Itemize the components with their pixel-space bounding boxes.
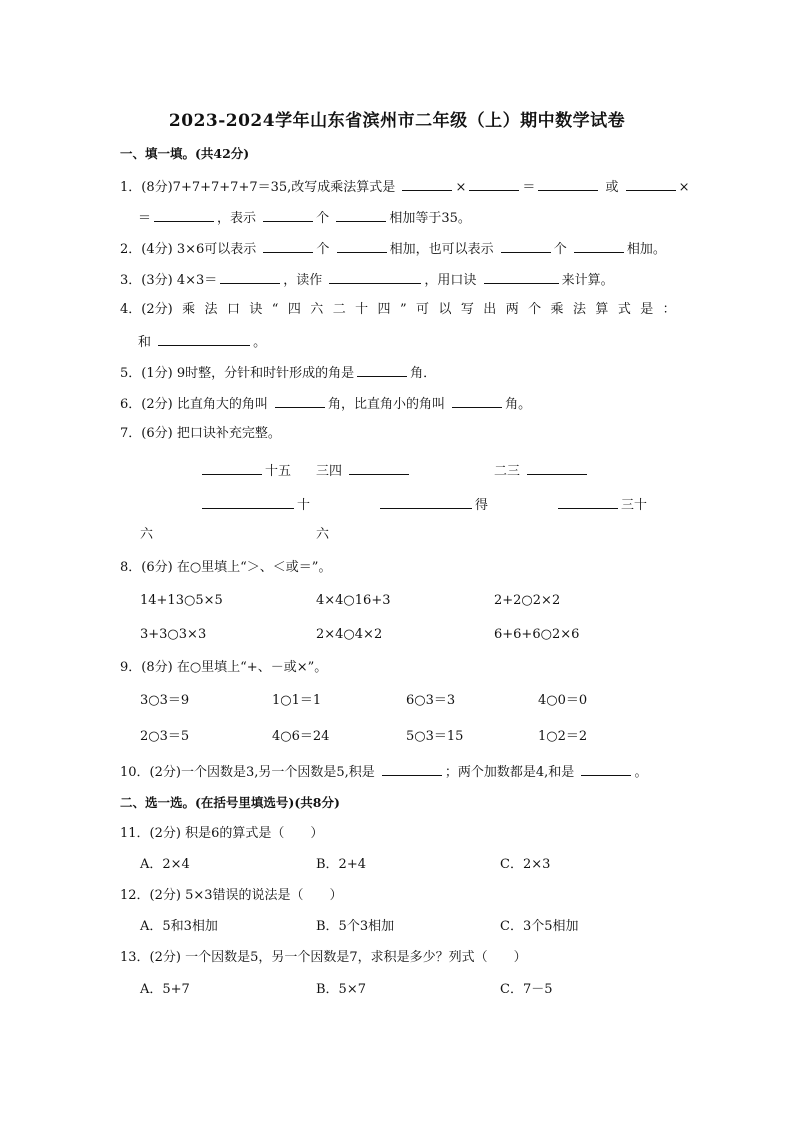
- blank[interactable]: [574, 239, 624, 253]
- blank[interactable]: [336, 208, 386, 222]
- blank[interactable]: [263, 239, 313, 253]
- blank[interactable]: [275, 394, 325, 408]
- operator-item: 3○3＝9: [140, 693, 190, 708]
- question-1-line-1: 1．(8分)7+7+7+7+7＝35,改写成乘法算式是 × ＝ 或 ×: [120, 177, 690, 197]
- rhyme-blank-2: 三四: [316, 461, 412, 481]
- operator-item: 1○1＝1: [272, 693, 322, 708]
- compare-item: 3+3○3×3: [140, 627, 207, 642]
- blank[interactable]: [380, 495, 472, 509]
- option-a[interactable]: A．5+7: [140, 982, 190, 997]
- blank[interactable]: [501, 239, 551, 253]
- rhyme-tail-1: 六: [140, 527, 154, 542]
- blank[interactable]: [402, 177, 452, 191]
- section-2-heading: 二、选一选。(在括号里填选号)(共8分): [120, 795, 340, 810]
- question-4-line-2: 和 。: [138, 332, 266, 352]
- rhyme-blank-1: 十五: [202, 461, 291, 481]
- compare-item: 2+2○2×2: [494, 593, 561, 608]
- option-b[interactable]: B．5×7: [316, 982, 366, 997]
- question-3: 3．(3分) 4×3＝ ，读作 ，用口诀 来计算。: [120, 270, 614, 290]
- blank[interactable]: [382, 762, 442, 776]
- option-b[interactable]: B．5个3相加: [316, 919, 395, 934]
- option-a[interactable]: A．5和3相加: [140, 919, 218, 934]
- blank[interactable]: [484, 270, 559, 284]
- question-4-line-1: 4．(2分) 乘 法 口 诀 “ 四 六 二 十 四 ” 可 以 写 出 两 个 乘 法 算 式 是 ：: [120, 302, 676, 317]
- blank[interactable]: [220, 270, 280, 284]
- question-8: 8．(6分) 在○里填上“＞、＜或＝”。: [120, 560, 332, 575]
- compare-item: 2×4○4×2: [316, 627, 383, 642]
- operator-item: 4○6＝24: [272, 729, 330, 744]
- blank[interactable]: [158, 332, 250, 346]
- page-title: 2023-2024学年山东省滨州市二年级（上）期中数学试卷: [168, 111, 626, 131]
- question-9: 9．(8分) 在○里填上“+、－或×”。: [120, 660, 328, 675]
- operator-item: 6○3＝3: [406, 693, 456, 708]
- option-c[interactable]: C．7－5: [500, 982, 553, 997]
- section-1-heading: 一、填一填。(共42分): [120, 146, 250, 161]
- question-10: 10．(2分)一个因数是3,另一个因数是5,积是 ；两个加数都是4,和是 。: [120, 762, 647, 782]
- option-b[interactable]: B．2+4: [316, 857, 366, 872]
- question-7: 7．(6分) 把口诀补充完整。: [120, 426, 281, 441]
- blank[interactable]: [154, 208, 214, 222]
- question-6: 6．(2分) 比直角大的角叫 角，比直角小的角叫 角。: [120, 394, 531, 414]
- blank[interactable]: [527, 461, 587, 475]
- blank[interactable]: [469, 177, 519, 191]
- question-5: 5．(1分) 9时整，分针和时针形成的角是 角．: [120, 363, 436, 383]
- rhyme-blank-4: 十: [202, 495, 310, 515]
- question-1-line-2: ＝ ，表示 个 相加等于35。: [138, 208, 471, 228]
- blank[interactable]: [329, 270, 421, 284]
- question-13: 13．(2分) 一个因数是5，另一个因数是7，求积是多少？列式（ ）: [120, 950, 527, 965]
- operator-item: 5○3＝15: [406, 729, 464, 744]
- compare-item: 14+13○5×5: [140, 593, 223, 608]
- rhyme-tail-2: 六: [316, 527, 330, 542]
- option-c[interactable]: C．2×3: [500, 857, 551, 872]
- blank[interactable]: [263, 208, 313, 222]
- compare-item: 4×4○16+3: [316, 593, 391, 608]
- question-12: 12．(2分) 5×3错误的说法是（ ）: [120, 888, 343, 903]
- option-c[interactable]: C．3个5相加: [500, 919, 579, 934]
- blank[interactable]: [202, 495, 294, 509]
- blank[interactable]: [357, 363, 407, 377]
- rhyme-blank-5: 得: [380, 495, 488, 515]
- option-a[interactable]: A．2×4: [140, 857, 190, 872]
- operator-item: 1○2＝2: [538, 729, 588, 744]
- operator-item: 2○3＝5: [140, 729, 190, 744]
- blank[interactable]: [202, 461, 262, 475]
- rhyme-blank-6: 三十: [558, 495, 647, 515]
- question-2: 2．(4分) 3×6可以表示 个 相加，也可以表示 个 相加。: [120, 239, 666, 259]
- blank[interactable]: [626, 177, 676, 191]
- blank[interactable]: [558, 495, 618, 509]
- question-11: 11．(2分) 积是6的算式是（ ）: [120, 826, 324, 841]
- blank[interactable]: [538, 177, 598, 191]
- compare-item: 6+6+6○2×6: [494, 627, 580, 642]
- operator-item: 4○0＝0: [538, 693, 588, 708]
- blank[interactable]: [349, 461, 409, 475]
- blank[interactable]: [337, 239, 387, 253]
- blank[interactable]: [452, 394, 502, 408]
- blank[interactable]: [581, 762, 631, 776]
- rhyme-blank-3: 二三: [494, 461, 590, 481]
